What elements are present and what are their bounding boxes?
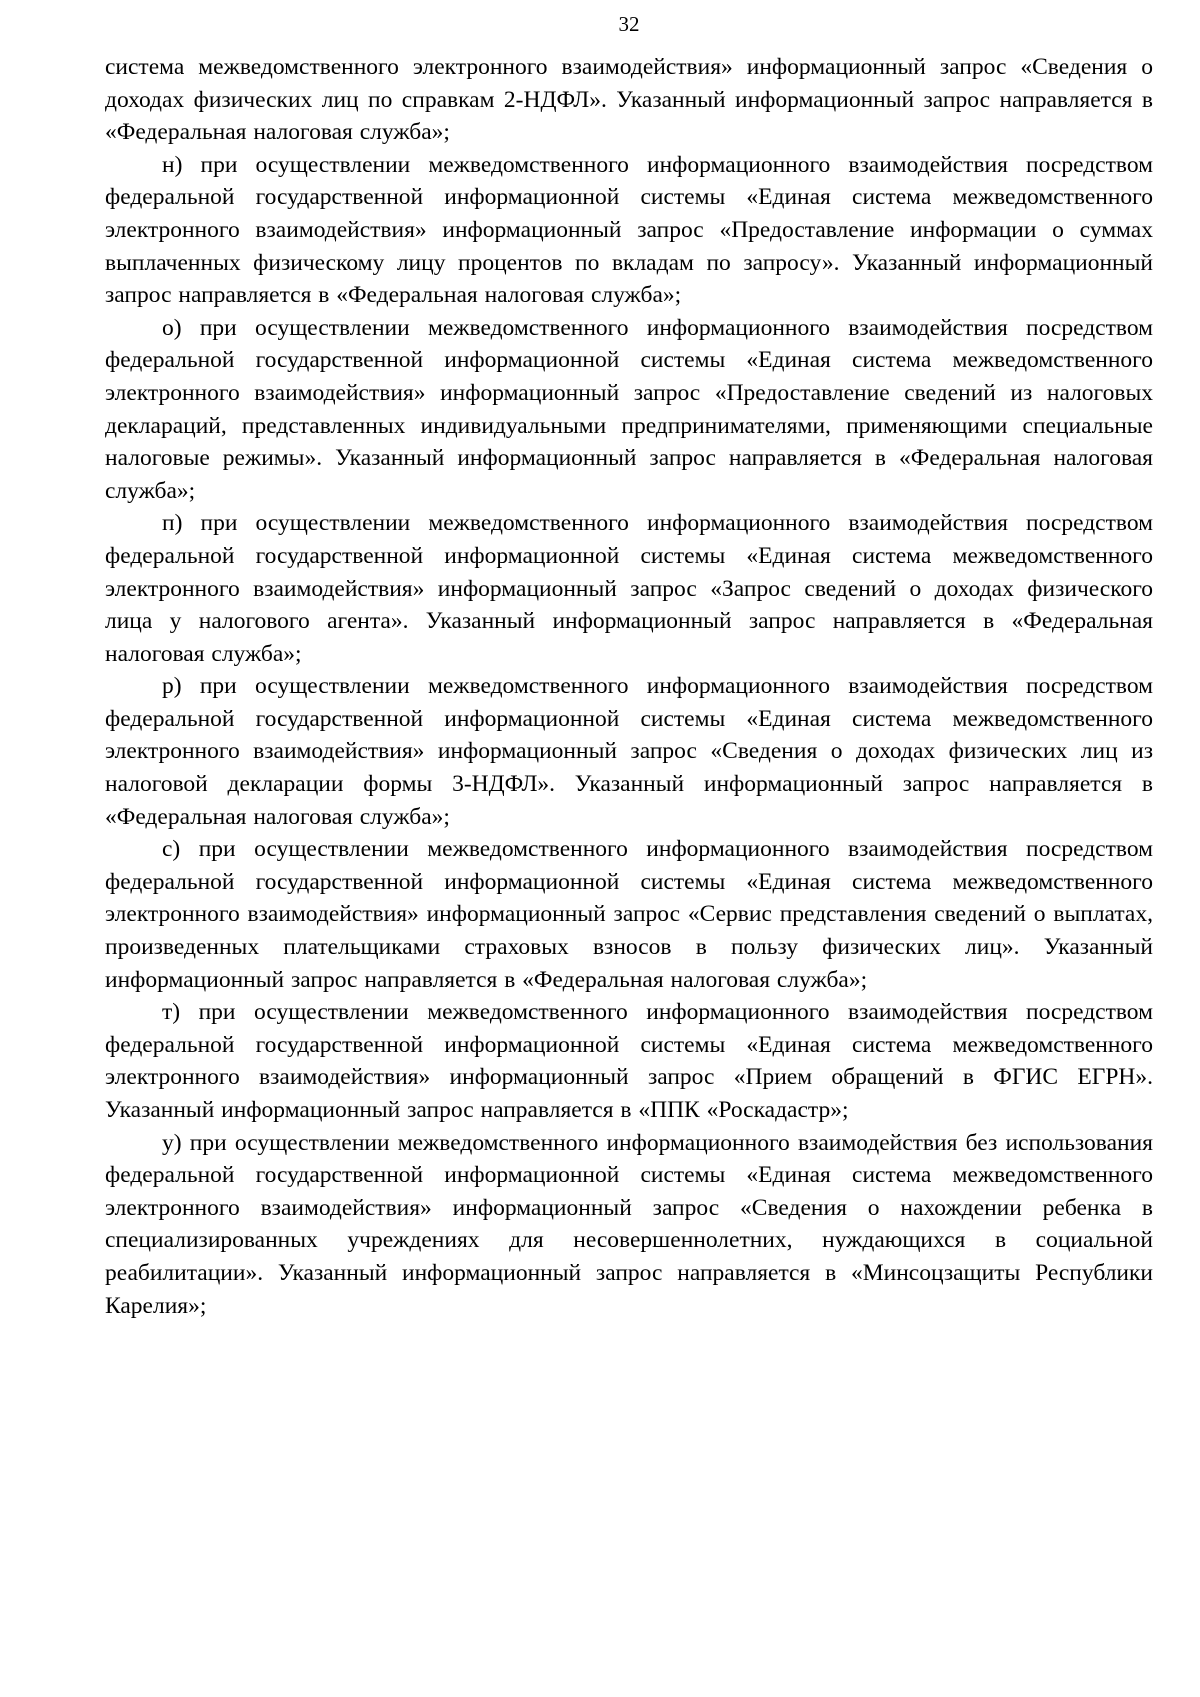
page-number: 32 [618, 12, 640, 36]
paragraph-item-r: р) при осуществлении межведомственного информационного взаимодействия посредством федеральной государственной информационной системы «Единая система межведомственного электронного взаимодействия» информационный запрос «Сведения о доходах физических лиц из налоговой декларации формы 3-НДФЛ». Указанный информационный запрос направляется в «Федеральная налоговая служба»; [105, 673, 1153, 830]
document-body [105, 51, 1153, 1322]
paragraph-item-o: о) при осуществлении межведомственного информационного взаимодействия посредством федеральной государственной информационной системы «Единая система межведомственного электронного взаимодействия» информационный запрос «Предоставление сведений из налоговых деклараций, представленных индивидуальными предпринимателями, применяющими специальные налоговые режимы». Указанный информационный запрос направляется в «Федеральная налоговая служба»; [105, 314, 1153, 504]
paragraph-item-t: т) при осуществлении межведомственного информационного взаимодействия посредством федеральной государственной информационной системы «Единая система межведомственного электронного взаимодействия» информационный запрос «Прием обращений в ФГИС ЕГРН». Указанный информационный запрос направляется в «ППК «Роскадастр»; [105, 999, 1153, 1123]
paragraph-item-u: у) при осуществлении межведомственного информационного взаимодействия без использования федеральной государственной информационной системы «Единая система межведомственного электронного взаимодействия» информационный запрос «Сведения о нахождении ребенка в специализированных учреждениях для несовершеннолетних, нуждающихся в социальной реабилитации». Указанный информационный запрос направляется в «Минсоцзащиты Республики Карелия»; [105, 1129, 1153, 1319]
paragraph-continuation: система межведомственного электронного взаимодействия» информационный запрос «Сведения о доходах физических лиц по справкам 2-НДФЛ». Указанный информационный запрос направляется в «Федеральная налоговая служба»; [105, 54, 1153, 146]
paragraph-item-s: с) при осуществлении межведомственного информационного взаимодействия посредством федеральной государственной информационной системы «Единая система межведомственного электронного взаимодействия» информационный запрос «Сервис представления сведений о выплатах, произведенных плательщиками страховых взносов в пользу физических лиц». Указанный информационный запрос направляется в «Федеральная налоговая служба»; [105, 836, 1153, 993]
paragraph-item-p: п) при осуществлении межведомственного информационного взаимодействия посредством федеральной государственной информационной системы «Единая система межведомственного электронного взаимодействия» информационный запрос «Запрос сведений о доходах физического лица у налогового агента». Указанный информационный запрос направляется в «Федеральная налоговая служба»; [105, 510, 1153, 667]
paragraph-item-n: н) при осуществлении межведомственного информационного взаимодействия посредством федеральной государственной информационной системы «Единая система межведомственного электронного взаимодействия» информационный запрос «Предоставление информации о суммах выплаченных физическому лицу процентов по вкладам по запросу». Указанный информационный запрос направляется в «Федеральная налоговая служба»; [105, 151, 1153, 309]
